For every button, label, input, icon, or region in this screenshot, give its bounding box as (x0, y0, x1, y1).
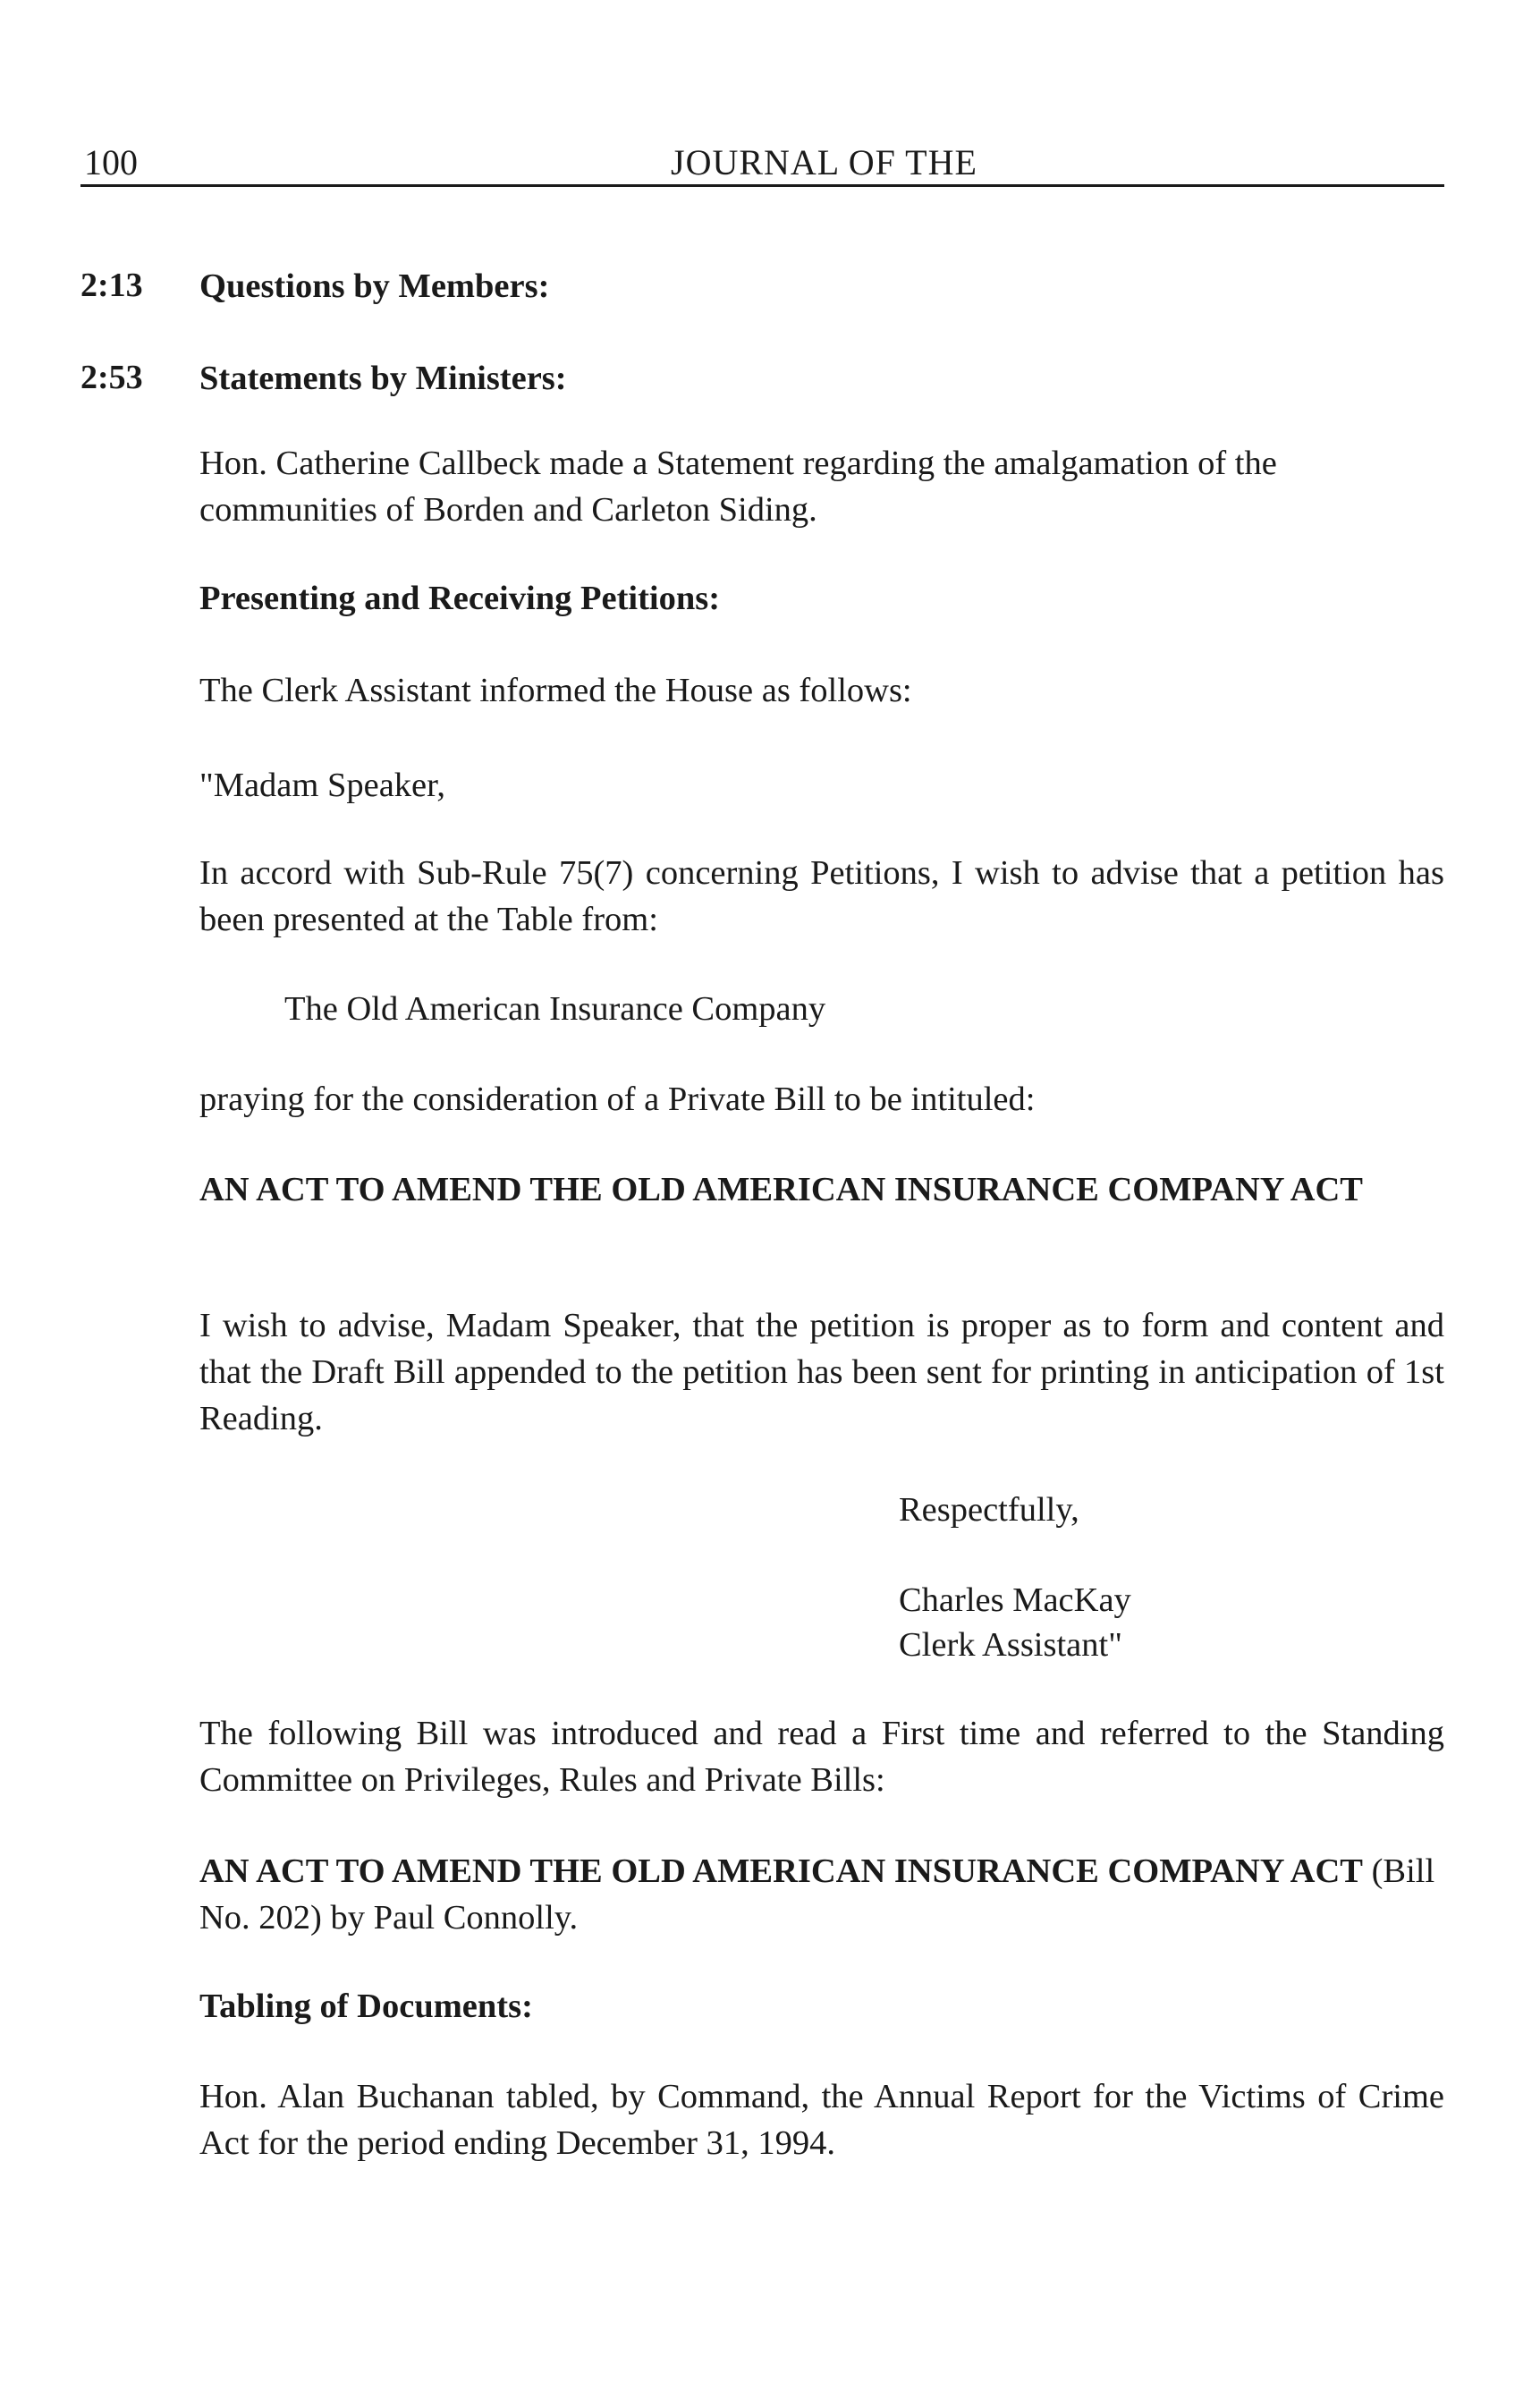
bill-detail: (Bill No. 202) by Paul Connolly. (199, 1852, 1435, 1937)
bill-intro-paragraph: The following Bill was introduced and read a First time and referred to the Standing Committee on Privileges, Rules and Private Bills: (199, 1715, 1444, 1799)
signer-name: Charles MacKay (899, 1581, 1131, 1619)
bill-entry (199, 1848, 1444, 1941)
petitions-heading: Presenting and Receiving Petitions: (199, 580, 721, 617)
questions-time: 2:13 (80, 267, 143, 304)
page-number: 100 (84, 142, 138, 182)
questions-heading: Questions by Members: (199, 267, 550, 305)
accord-paragraph: In accord with Sub-Rule 75(7) concerning Petitions, I wish to advise that a petition has been presented at the Table from: (199, 854, 1444, 938)
act-title: AN ACT TO AMEND THE OLD AMERICAN INSURANCE COMPANY ACT (199, 1171, 1363, 1208)
statement-paragraph: Hon. Catherine Callbeck made a Statement regarding the amalgamation of the communities of Borden and Carleton Siding. (199, 445, 1277, 529)
petitioner-name: The Old American Insurance Company (284, 990, 826, 1028)
signer-title: Clerk Assistant" (899, 1626, 1122, 1664)
praying-paragraph: praying for the consideration of a Private Bill to be intituled: (199, 1081, 1036, 1118)
tabling-paragraph: Hon. Alan Buchanan tabled, by Command, the Annual Report for the Victims of Crime Act for the period ending December 31, 1994. (199, 2078, 1444, 2162)
clerk-intro: The Clerk Assistant informed the House as follows: (199, 672, 912, 709)
tabling-heading: Tabling of Documents: (199, 1987, 533, 2025)
statements-heading: Statements by Ministers: (199, 360, 567, 397)
page-header (80, 134, 1444, 187)
statements-time: 2:53 (80, 359, 143, 396)
running-title: JOURNAL OF THE (671, 142, 977, 182)
closing: Respectfully, (899, 1491, 1079, 1529)
salutation: "Madam Speaker, (199, 767, 446, 804)
bill-title: AN ACT TO AMEND THE OLD AMERICAN INSURANCE COMPANY ACT (199, 1852, 1363, 1890)
advise-paragraph: I wish to advise, Madam Speaker, that the petition is proper as to form and content and that the Draft Bill appended to the petition has been sent for printing in anticipation of 1st Reading. (199, 1307, 1444, 1437)
